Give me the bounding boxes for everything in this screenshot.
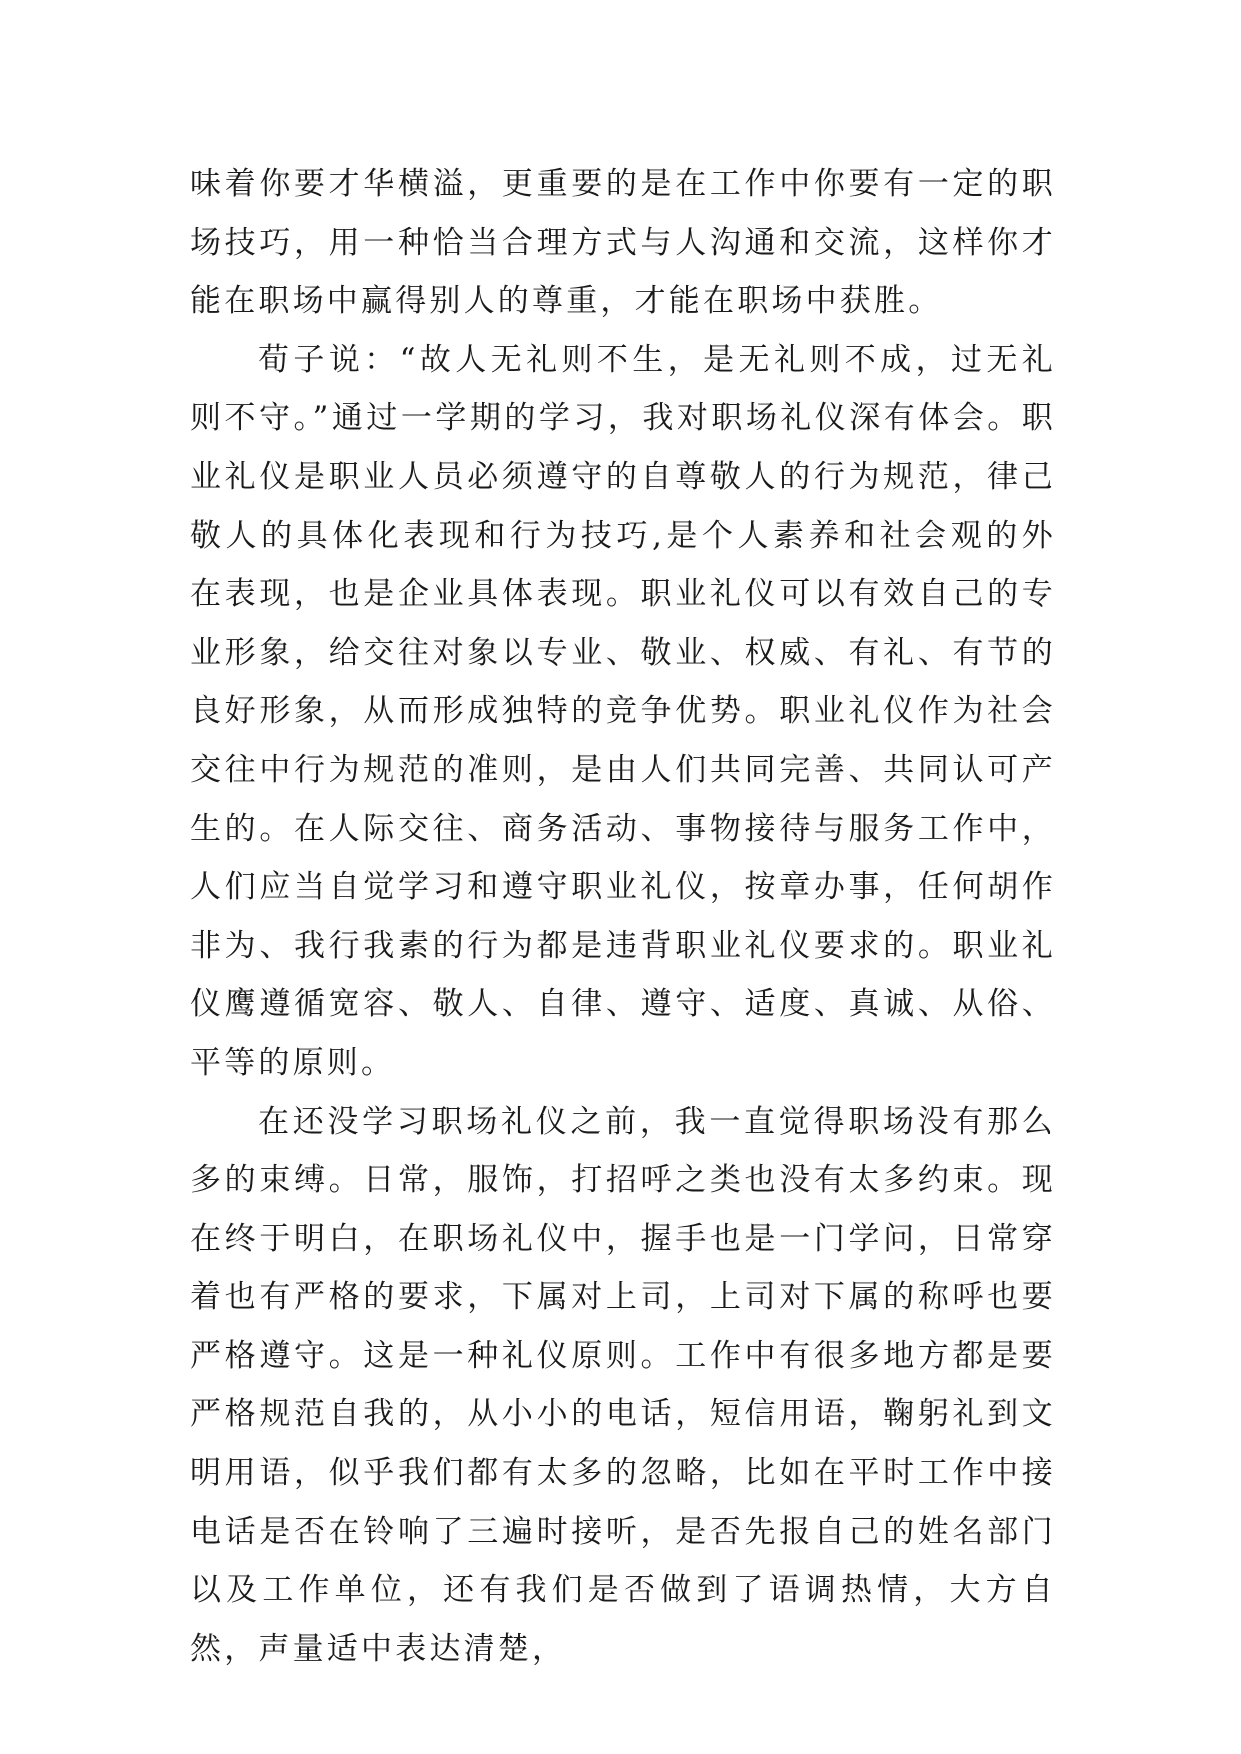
- paragraph-2: 荀子说：“故人无礼则不生，是无礼则不成，过无礼则不守。”通过一学期的学习，我对职场礼仪深有体会。职业礼仪是职业人员必须遵守的自尊敬人的行为规范，律己敬人的具体化表现和行为技巧,是个人素养和社会观的外在表现，也是企业具体表现。职业礼仪可以有效自己的专业形象，给交往对象以专业、敬业、权威、有礼、有节的良好形象，从而形成独特的竞争优势。职业礼仪作为社会交往中行为规范的准则，是由人们共同完善、共同认可产生的。在人际交往、商务活动、事物接待与服务工作中，人们应当自觉学习和遵守职业礼仪，按章办事，任何胡作非为、我行我素的行为都是违背职业礼仪要求的。职业礼仪鹰遵循宽容、敬人、自律、遵守、适度、真诚、从俗、平等的原则。: [190, 341, 1056, 1081]
- paragraph-3: 在还没学习职场礼仪之前，我一直觉得职场没有那么多的束缚。日常，服饰，打招呼之类也没有太多约束。现在终于明白，在职场礼仪中，握手也是一门学问，日常穿着也有严格的要求，下属对上司，上司对下属的称呼也要严格遵守。这是一种礼仪原则。工作中有很多地方都是要严格规范自我的，从小小的电话，短信用语，鞠躬礼到文明用语，似乎我们都有太多的忽略，比如在平时工作中接电话是否在铃响了三遍时接听，是否先报自己的姓名部门以及工作单位，还有我们是否做到了语调热情，大方自然，声量适中表达清楚，: [190, 1103, 1056, 1667]
- document-body: [190, 155, 1056, 1678]
- paragraph-1: 味着你要才华横溢，更重要的是在工作中你要有一定的职场技巧，用一种恰当合理方式与人沟通和交流，这样你才能在职场中赢得别人的尊重，才能在职场中获胜。: [190, 166, 1056, 320]
